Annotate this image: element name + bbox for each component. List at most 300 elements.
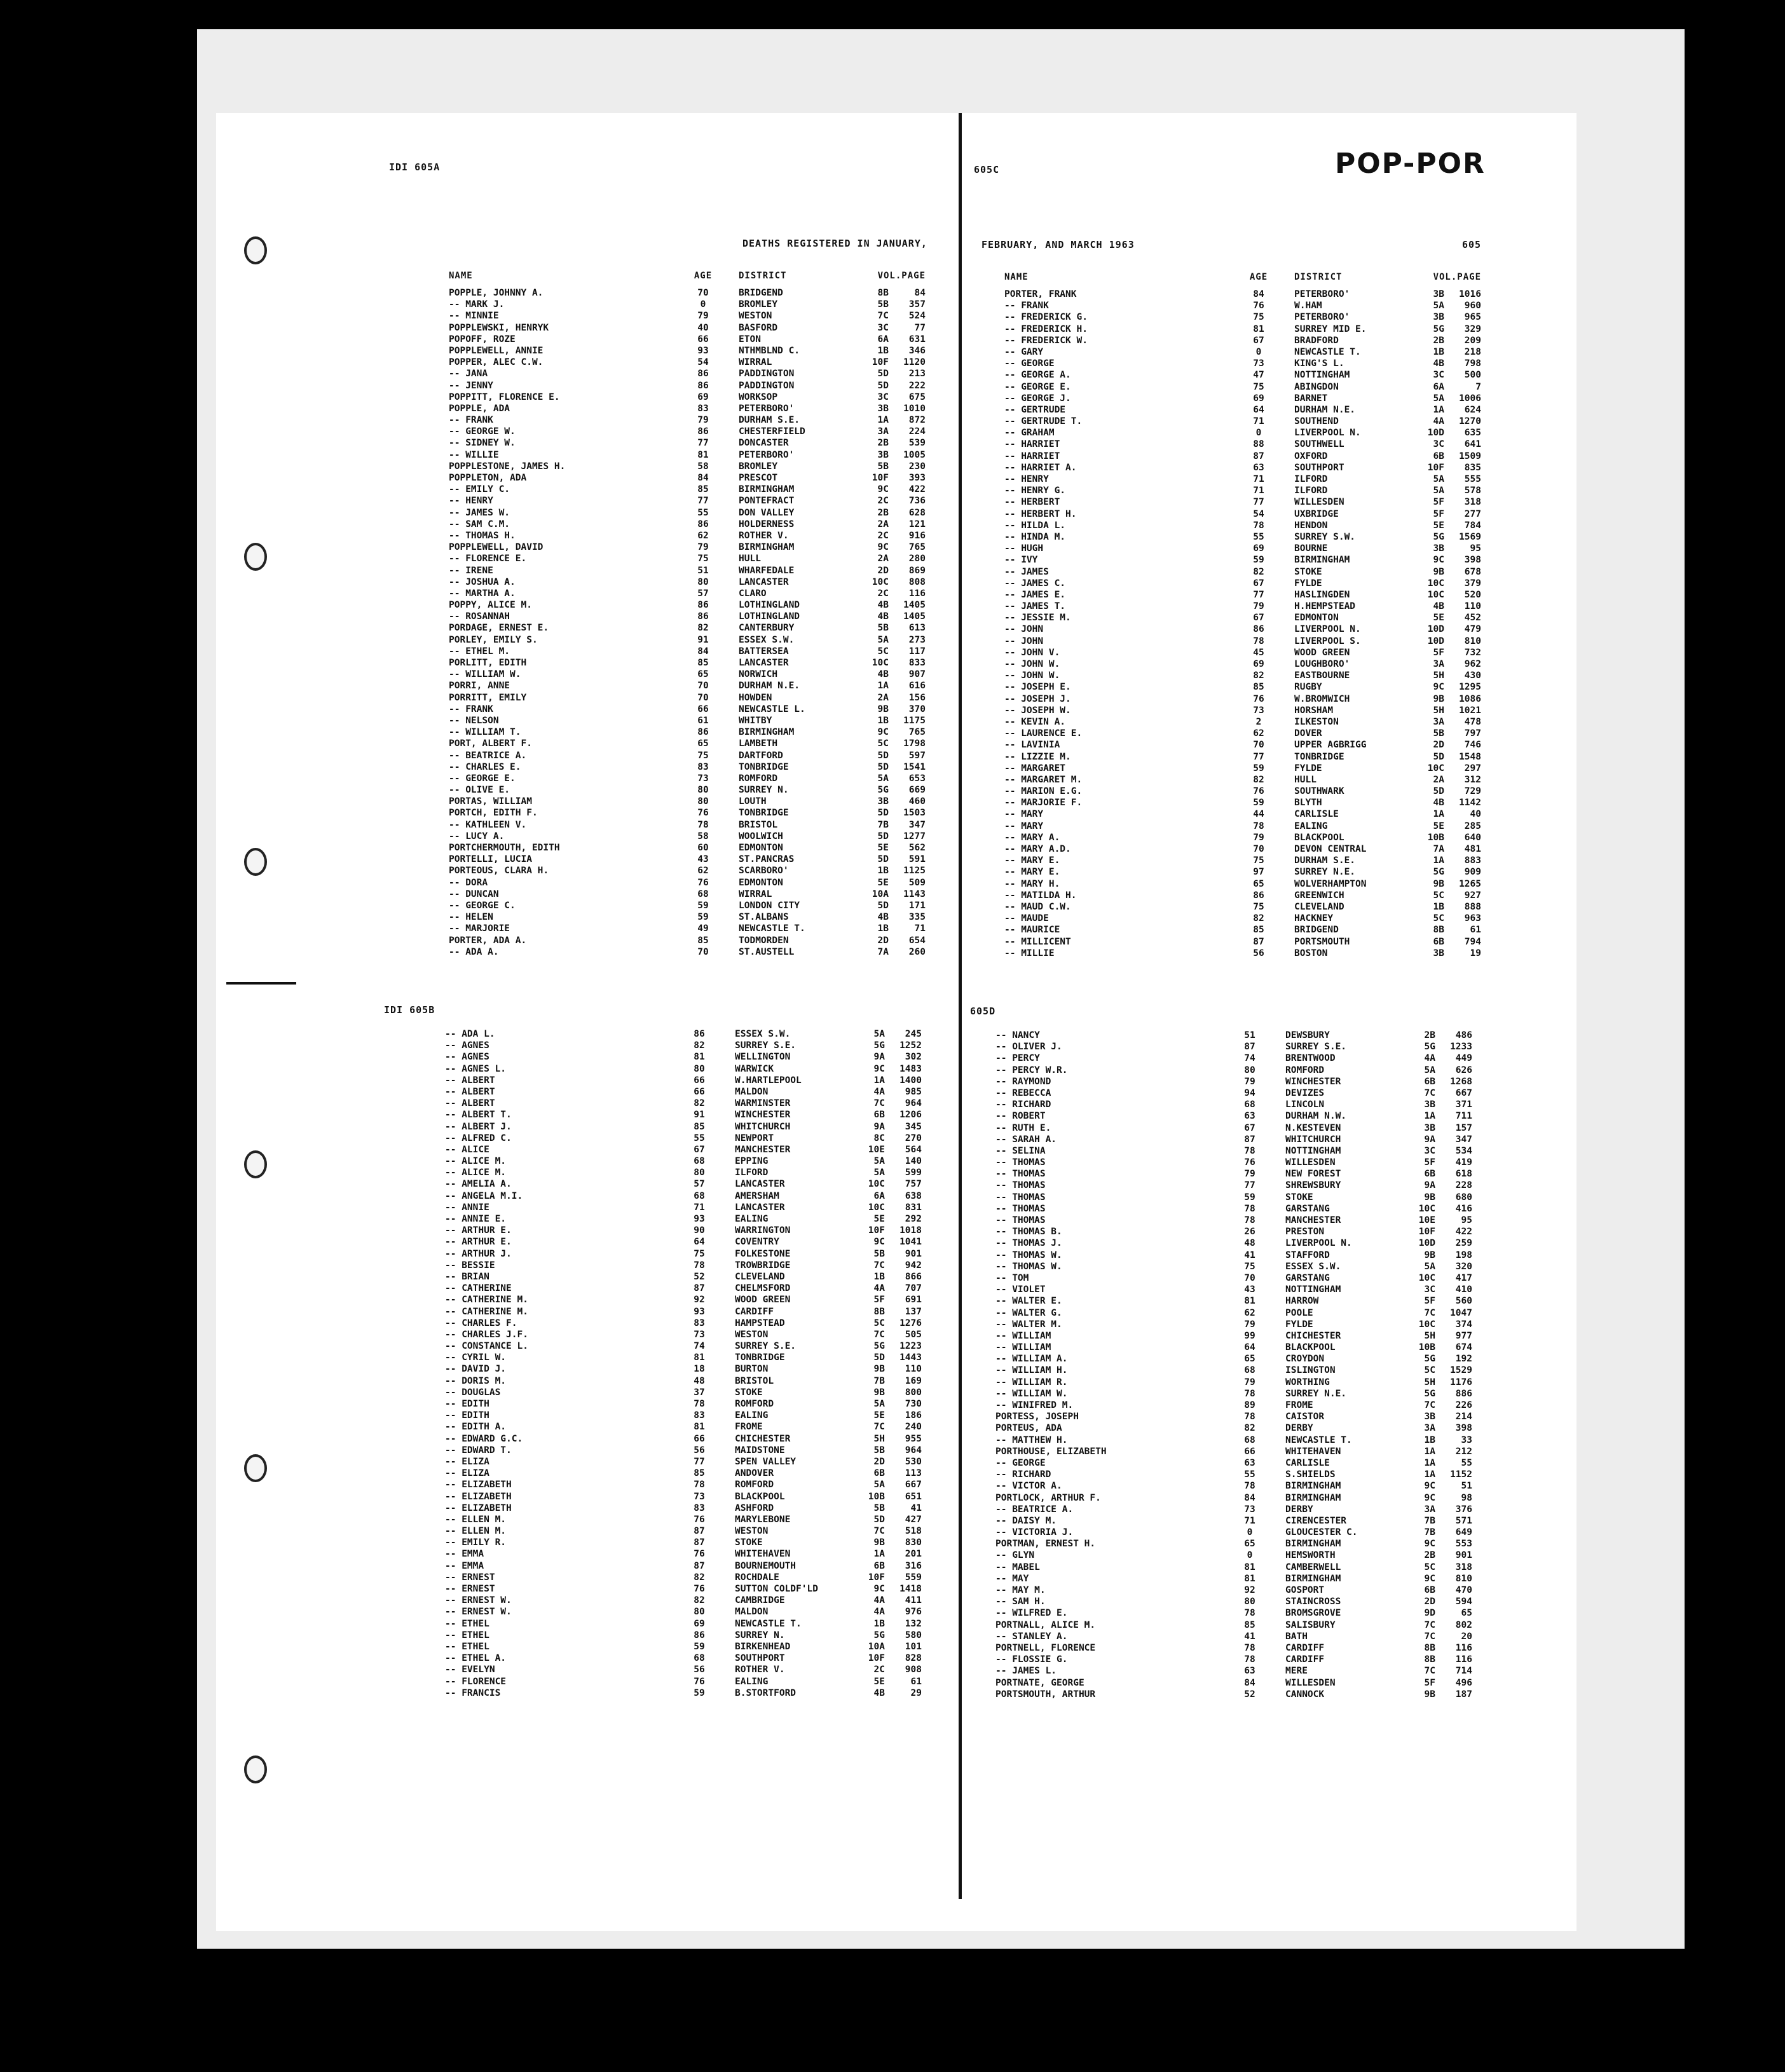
record-vol: 10C (1418, 1319, 1435, 1330)
record-district: MANCHESTER (1285, 1215, 1341, 1225)
record-page: 1120 (903, 357, 926, 368)
record-name: -- EDITH (445, 1399, 489, 1409)
record-district: CROYDON (1285, 1354, 1325, 1365)
record-district: LONDON CITY (739, 900, 800, 911)
record-row (449, 622, 926, 634)
record-row (445, 1583, 922, 1595)
record-name: -- FRANCIS (445, 1687, 501, 1698)
record-page: 597 (908, 750, 926, 761)
record-page: 110 (905, 1364, 922, 1375)
record-age: 56 (694, 1665, 705, 1675)
record-age: 66 (1244, 1446, 1255, 1457)
record-row (449, 599, 926, 611)
record-age: 70 (697, 288, 709, 298)
record-row (449, 334, 926, 345)
record-row (1004, 647, 1481, 658)
record-row (995, 1480, 1472, 1492)
record-age: 87 (694, 1537, 705, 1548)
record-district: KING'S L. (1294, 358, 1344, 369)
record-name: -- HILDA L. (1004, 520, 1066, 531)
record-page: 757 (905, 1179, 922, 1190)
record-vol: 1A (1424, 1469, 1435, 1480)
record-district: NORWICH (739, 669, 778, 680)
record-vol: 10F (1427, 462, 1444, 473)
record-row (995, 1041, 1472, 1053)
record-row (1004, 866, 1481, 878)
record-name: -- ALBERT (445, 1098, 495, 1109)
record-name: -- HARRIET (1004, 451, 1060, 461)
record-row (995, 1411, 1472, 1422)
record-page: 962 (1464, 659, 1481, 669)
record-vol: 5G (1424, 1042, 1435, 1053)
record-district: SURREY N.E. (1285, 1388, 1347, 1399)
record-district: LOUTH (739, 796, 767, 807)
record-page: 479 (1464, 624, 1481, 635)
record-row (995, 1250, 1472, 1261)
record-page: 1400 (899, 1075, 922, 1086)
record-district: BRADFORD (1294, 335, 1339, 346)
record-page: 797 (1464, 728, 1481, 739)
record-age: 78 (697, 819, 709, 830)
record-row (449, 646, 926, 657)
record-vol: 7C (1424, 1631, 1435, 1642)
record-name: -- GEORGE C. (449, 900, 516, 911)
record-name: -- FREDERICK W. (1004, 335, 1088, 346)
record-name: -- ARTHUR E. (445, 1225, 512, 1236)
record-row (445, 1595, 922, 1606)
record-vol: 9A (873, 1121, 885, 1132)
record-name: -- JAMES C. (1004, 578, 1066, 589)
record-page: 613 (908, 623, 926, 634)
record-age: 93 (694, 1306, 705, 1317)
record-vol: 5G (1433, 324, 1444, 334)
record-name: -- MARY A.D. (1004, 844, 1071, 854)
record-age: 83 (694, 1410, 705, 1421)
record-page: 1529 (1450, 1365, 1472, 1376)
record-age: 75 (697, 750, 709, 761)
record-age: 59 (1253, 555, 1264, 566)
record-district: WHITCHURCH (735, 1121, 791, 1132)
record-page: 730 (905, 1399, 922, 1409)
record-page: 800 (905, 1387, 922, 1398)
record-age: 41 (1244, 1250, 1255, 1260)
record-row (445, 1421, 922, 1433)
record-district: WARRINGTON (735, 1225, 791, 1236)
record-district: BLACKPOOL (1285, 1342, 1336, 1353)
record-page: 669 (908, 785, 926, 796)
record-name: -- MARY (1004, 809, 1044, 820)
record-row (445, 1479, 922, 1490)
record-age: 65 (697, 669, 709, 680)
record-row (449, 345, 926, 357)
record-district: MAIDSTONE (735, 1445, 785, 1455)
record-name: -- MILLICENT (1004, 936, 1071, 947)
record-row (1004, 948, 1481, 959)
record-page: 55 (1461, 1457, 1472, 1468)
record-page: 559 (905, 1572, 922, 1583)
record-name: -- WALTER M. (995, 1319, 1062, 1330)
record-vol: 10C (872, 658, 889, 668)
record-name: POPPITT, FLORENCE E. (449, 392, 560, 402)
record-name: -- BEATRICE A. (995, 1504, 1074, 1515)
record-name: -- CATHERINE M. (445, 1295, 528, 1305)
record-page: 19 (1470, 948, 1481, 958)
record-name: -- SAM H. (995, 1597, 1046, 1607)
record-row (1004, 878, 1481, 890)
record-page: 1018 (899, 1225, 922, 1236)
record-district: DURHAM S.E. (1294, 855, 1356, 866)
record-page: 691 (905, 1295, 922, 1305)
record-page: 1548 (1459, 751, 1481, 762)
record-row (445, 1398, 922, 1410)
subtitle-right: FEBRUARY, AND MARCH 1963 (981, 239, 1135, 250)
record-row (1004, 404, 1481, 416)
record-district: OXFORD (1294, 451, 1328, 461)
record-page: 121 (908, 519, 926, 529)
record-name: PORTCH, EDITH F. (449, 808, 538, 819)
record-page: 564 (905, 1144, 922, 1155)
record-age: 75 (697, 554, 709, 564)
record-age: 87 (1253, 936, 1264, 947)
record-name: -- RAYMOND (995, 1076, 1051, 1087)
record-name: -- BRIAN (445, 1271, 489, 1282)
record-page: 1233 (1450, 1042, 1472, 1053)
record-row (1004, 335, 1481, 346)
record-vol: 2A (877, 519, 889, 529)
binder-hole (244, 543, 267, 571)
record-vol: 5E (1433, 520, 1444, 531)
record-vol: 6B (1424, 1169, 1435, 1180)
record-row (995, 1353, 1472, 1365)
record-row (995, 1215, 1472, 1226)
record-name: -- VICTORIA J. (995, 1527, 1074, 1538)
record-name: PORTEUS, ADA (995, 1423, 1062, 1434)
record-district: ASHFORD (735, 1503, 774, 1513)
record-name: PORT, ALBERT F. (449, 739, 532, 749)
record-name: -- CYRIL W. (445, 1353, 507, 1363)
record-page: 1006 (1459, 393, 1481, 404)
record-age: 86 (697, 611, 709, 622)
record-row (1004, 705, 1481, 716)
record-age: 26 (1244, 1227, 1255, 1237)
record-vol: 5F (1433, 497, 1444, 508)
record-age: 87 (1253, 451, 1264, 461)
record-name: -- CATHERINE M. (445, 1306, 528, 1317)
record-row (445, 1248, 922, 1260)
record-vol: 4B (877, 912, 889, 923)
record-page: 1265 (1459, 878, 1481, 889)
record-row (1004, 739, 1481, 751)
record-page: 316 (905, 1560, 922, 1571)
record-vol: 1A (877, 681, 889, 692)
record-name: -- JANA (449, 369, 488, 379)
record-row (449, 796, 926, 807)
record-vol: 9A (1424, 1180, 1435, 1191)
record-age: 85 (697, 935, 709, 946)
record-age: 73 (694, 1329, 705, 1340)
record-name: -- THOMAS B. (995, 1227, 1062, 1237)
record-district: STAINCROSS (1285, 1597, 1341, 1607)
record-age: 64 (694, 1237, 705, 1248)
record-district: STAFFORD (1285, 1250, 1330, 1260)
record-vol: 9B (873, 1387, 885, 1398)
quadrant-605a (449, 271, 926, 958)
record-age: 86 (694, 1029, 705, 1039)
record-name: -- CATHERINE (445, 1283, 512, 1294)
record-page: 1541 (903, 761, 926, 772)
record-page: 798 (1464, 358, 1481, 369)
record-page: 1176 (1450, 1377, 1472, 1387)
record-district: WOOD GREEN (735, 1295, 791, 1305)
record-row (449, 380, 926, 392)
record-name: PORRI, ANNE (449, 681, 510, 692)
record-age: 86 (694, 1630, 705, 1640)
record-vol: 9A (873, 1052, 885, 1063)
record-page: 171 (908, 900, 926, 911)
record-age: 59 (1244, 1192, 1255, 1203)
record-page: 116 (1455, 1654, 1472, 1665)
record-row (995, 1435, 1472, 1446)
record-name: -- FRANK (449, 704, 493, 714)
record-vol: 7C (1424, 1666, 1435, 1677)
record-age: 59 (697, 900, 709, 911)
record-name: -- JOSHUA A. (449, 576, 516, 587)
record-district: ILFORD (1294, 486, 1328, 496)
record-page: 580 (905, 1630, 922, 1640)
record-vol: 5A (873, 1029, 885, 1039)
record-page: 964 (905, 1098, 922, 1109)
record-district: B.STORTFORD (735, 1687, 797, 1698)
record-district: WIRRAL (739, 889, 772, 899)
record-age: 78 (1244, 1203, 1255, 1214)
record-age: 62 (1244, 1307, 1255, 1318)
record-district: ILKESTON (1294, 716, 1339, 727)
record-district: CLEVELAND (1294, 901, 1344, 912)
header-district: DISTRICT (1294, 272, 1343, 282)
record-age: 43 (697, 854, 709, 865)
record-vol: 10A (872, 889, 889, 899)
record-page: 422 (1455, 1227, 1472, 1237)
record-district: NEWCASTLE L. (739, 704, 805, 714)
record-page: 318 (1464, 497, 1481, 508)
record-district: HENDON (1294, 520, 1328, 531)
record-name: PORDAGE, ERNEST E. (449, 623, 549, 634)
record-row (445, 1098, 922, 1109)
record-district: LOTHINGLAND (739, 600, 800, 611)
record-age: 79 (697, 311, 709, 322)
record-vol: 5B (1433, 728, 1444, 739)
record-vol: 2A (877, 692, 889, 703)
record-district: WILLESDEN (1294, 497, 1344, 508)
record-district: LOUGHBORO' (1294, 659, 1350, 669)
record-name: -- IVY (1004, 555, 1038, 566)
record-name: -- GEORGE (995, 1457, 1046, 1468)
record-district: WOOD GREEN (1294, 647, 1350, 658)
record-page: 1569 (1459, 531, 1481, 542)
record-vol: 5D (877, 369, 889, 379)
record-age: 81 (694, 1422, 705, 1433)
record-vol: 5B (873, 1503, 885, 1513)
record-age: 76 (694, 1676, 705, 1687)
record-district: ABINGDON (1294, 381, 1339, 392)
record-name: -- THOMAS (995, 1180, 1046, 1191)
record-row (445, 1040, 922, 1051)
record-name: -- ELIZABETH (445, 1491, 512, 1502)
record-district: LIVERPOOL N. (1294, 428, 1361, 439)
record-vol: 5F (1424, 1677, 1435, 1688)
record-page: 640 (1464, 832, 1481, 843)
record-age: 82 (694, 1572, 705, 1583)
record-district: HACKNEY (1294, 913, 1334, 924)
record-page: 635 (1464, 428, 1481, 439)
record-page: 901 (905, 1248, 922, 1259)
record-row (449, 495, 926, 507)
record-vol: 3C (1424, 1285, 1435, 1295)
record-vol: 5A (1433, 486, 1444, 496)
record-row (995, 1284, 1472, 1295)
record-age: 94 (1244, 1087, 1255, 1098)
record-row (995, 1422, 1472, 1434)
record-page: 292 (905, 1214, 922, 1224)
record-name: POPPLETON, ADA (449, 473, 527, 483)
record-age: 82 (694, 1098, 705, 1109)
record-row (1004, 496, 1481, 508)
record-vol: 9C (873, 1584, 885, 1594)
record-name: -- JOSEPH W. (1004, 705, 1071, 716)
record-row (449, 634, 926, 646)
record-name: -- JOHN (1004, 636, 1044, 646)
record-page: 638 (905, 1190, 922, 1201)
record-page: 680 (1455, 1192, 1472, 1203)
record-name: -- JAMES E. (1004, 589, 1066, 600)
record-age: 69 (1253, 659, 1264, 669)
record-vol: 9C (877, 727, 889, 738)
record-age: 68 (694, 1653, 705, 1664)
record-page: 916 (908, 530, 926, 541)
record-vol: 5D (877, 808, 889, 819)
record-page: 1175 (903, 715, 926, 726)
record-vol: 2C (877, 530, 889, 541)
record-page: 460 (908, 796, 926, 807)
record-name: -- FREDERICK G. (1004, 312, 1088, 323)
record-age: 81 (694, 1353, 705, 1363)
record-district: WELLINGTON (735, 1052, 791, 1063)
page-number: 605 (1462, 239, 1482, 250)
record-name: -- WILLIAM W. (995, 1388, 1068, 1399)
record-district: PETERBORO' (739, 403, 795, 414)
record-row (995, 1469, 1472, 1480)
record-age: 97 (1253, 867, 1264, 878)
record-district: ETON (739, 334, 761, 344)
record-row (1004, 843, 1481, 855)
record-vol: 6B (1424, 1076, 1435, 1087)
record-vol: 10F (868, 1225, 885, 1236)
record-page: 357 (908, 299, 926, 310)
record-district: BIRMINGHAM (739, 542, 795, 553)
record-age: 56 (1253, 948, 1264, 958)
record-page: 810 (1464, 636, 1481, 646)
record-vol: 8B (1424, 1654, 1435, 1665)
record-page: 201 (905, 1549, 922, 1560)
record-age: 93 (697, 345, 709, 356)
record-row (449, 403, 926, 414)
record-page: 7 (1475, 381, 1481, 392)
record-row (995, 1237, 1472, 1249)
record-page: 869 (908, 565, 926, 576)
record-age: 65 (697, 739, 709, 749)
record-age: 68 (694, 1190, 705, 1201)
record-vol: 4A (873, 1283, 885, 1294)
record-page: 641 (1464, 439, 1481, 450)
record-age: 67 (1244, 1122, 1255, 1133)
record-age: 86 (697, 426, 709, 437)
record-row (1004, 751, 1481, 763)
record-row (445, 1491, 922, 1503)
record-district: GARSTANG (1285, 1272, 1330, 1283)
record-age: 82 (697, 623, 709, 634)
record-page: 116 (1455, 1642, 1472, 1653)
record-name: PORTHOUSE, ELIZABETH (995, 1446, 1107, 1457)
record-district: ROCHDALE (735, 1572, 779, 1583)
record-vol: 5H (1433, 705, 1444, 716)
record-name: -- EDITH A. (445, 1422, 507, 1433)
record-page: 297 (1464, 763, 1481, 774)
record-name: -- HERBERT H. (1004, 508, 1077, 519)
record-row (995, 1527, 1472, 1538)
record-age: 76 (1253, 301, 1264, 311)
record-district: SALISBURY (1285, 1619, 1336, 1630)
record-vol: 2D (1433, 740, 1444, 751)
record-page: 270 (905, 1133, 922, 1143)
binder-hole (244, 1150, 267, 1178)
record-district: PADDINGTON (739, 380, 795, 391)
record-vol: 7C (1424, 1400, 1435, 1410)
record-age: 75 (1244, 1261, 1255, 1272)
record-page: 29 (910, 1687, 922, 1698)
record-name: -- EDWARD G.C. (445, 1433, 523, 1444)
record-page: 192 (1455, 1354, 1472, 1365)
record-district: BIRMINGHAM (1285, 1539, 1341, 1550)
record-name: -- ELLEN M. (445, 1514, 507, 1525)
record-row (1004, 566, 1481, 578)
record-age: 84 (697, 473, 709, 483)
record-age: 79 (1244, 1169, 1255, 1180)
record-vol: 9B (1424, 1192, 1435, 1203)
record-age: 79 (1253, 832, 1264, 843)
record-district: ROTHER V. (739, 530, 789, 541)
record-row (995, 1631, 1472, 1642)
record-district: TODMORDEN (739, 935, 789, 946)
record-age: 88 (1253, 439, 1264, 450)
record-district: CHICHESTER (735, 1433, 791, 1444)
record-vol: 5C (877, 646, 889, 657)
record-name: -- WINIFRED M. (995, 1400, 1074, 1410)
record-age: 69 (1253, 543, 1264, 554)
record-district: PRESTON (1285, 1227, 1325, 1237)
record-district: CANNOCK (1285, 1689, 1325, 1700)
record-vol: 5G (877, 785, 889, 796)
record-row (445, 1410, 922, 1421)
record-district: SURREY S.W. (1294, 531, 1356, 542)
record-vol: 4B (873, 1687, 885, 1698)
record-district: ROMFORD (735, 1480, 774, 1490)
record-row (449, 669, 926, 680)
record-district: FROME (1285, 1400, 1313, 1410)
record-age: 82 (1253, 566, 1264, 577)
record-vol: 10A (868, 1641, 885, 1652)
record-row (449, 680, 926, 692)
record-age: 83 (697, 761, 709, 772)
